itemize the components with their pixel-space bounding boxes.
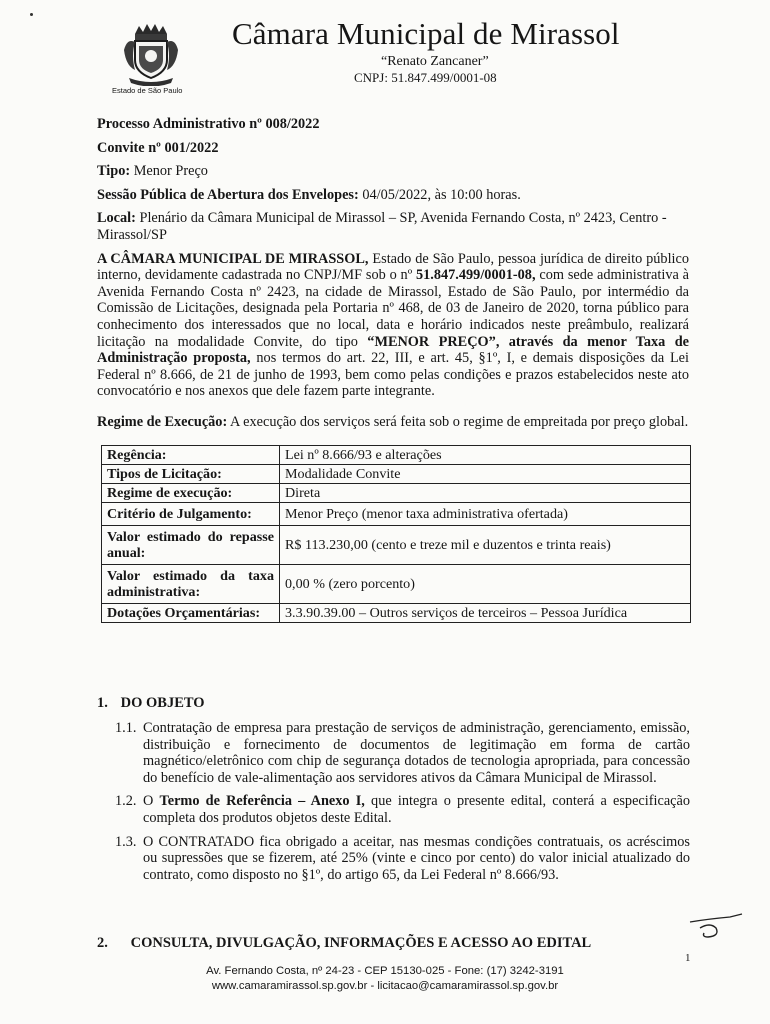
scan-speck xyxy=(30,13,33,16)
regime-label: Regime de Execução: xyxy=(97,413,228,430)
table-row xyxy=(102,445,691,464)
table-key: Valor estimado do repasse anual: xyxy=(102,525,280,564)
footer-address: Av. Fernando Costa, nº 24-23 - CEP 15130-025 - Fone: (17) 3242-3191 xyxy=(206,965,564,977)
table-value: Menor Preço (menor taxa administrativa ofertada) xyxy=(280,502,691,525)
table-key: Regime de execução: xyxy=(102,483,280,502)
table-value: 0,00 % (zero porcento) xyxy=(280,564,691,603)
item-number: 1.2. xyxy=(115,793,137,810)
table-key: Regência: xyxy=(102,445,280,464)
table-value: R$ 113.230,00 (cento e treze mil e duzentos e trinta reais) xyxy=(280,525,691,564)
item-text-post: que integra o presente edital, conterá a especificação completa dos produtos objetos deste Edital. xyxy=(143,793,691,826)
section-1-title: DO OBJETO xyxy=(120,695,205,711)
list-item xyxy=(115,834,690,884)
preamble-lead: A CÂMARA MUNICIPAL DE MIRASSOL, xyxy=(97,250,369,267)
tipo-label: Tipo: xyxy=(97,163,131,180)
processo-label: Processo Administrativo nº 008/2022 xyxy=(97,116,320,132)
list-item xyxy=(115,720,690,786)
item-text-bold: Termo de Referência – Anexo I, xyxy=(159,793,365,810)
sessao-label: Sessão Pública de Abertura dos Envelopes: xyxy=(97,186,359,203)
list-item xyxy=(115,793,690,826)
item-text: O CONTRATADO fica obrigado a aceitar, nas mesmas condições contratuais, os acréscimos ou supressões que se fizerem, até 25% (vinte e cinco por cento) do valor inicial atualizado do contrato, como disposto no §1º, do artigo 65, da Lei Federal nº 8.666/93. xyxy=(143,833,690,883)
section-1-heading xyxy=(97,695,205,712)
convite-line xyxy=(97,140,689,157)
table-row xyxy=(102,502,691,525)
org-title: Câmara Municipal de Mirassol xyxy=(232,16,620,51)
section-2-title: CONSULTA, DIVULGAÇÃO, INFORMAÇÕES E ACESSO AO EDITAL xyxy=(130,935,592,951)
org-cnpj: CNPJ: 51.847.499/0001-08 xyxy=(354,70,497,85)
section-1-items xyxy=(115,720,690,890)
table-row xyxy=(102,525,691,564)
licitation-summary-table xyxy=(101,445,691,623)
preamble-cnpj: 51.847.499/0001-08, xyxy=(415,267,536,284)
sessao-value: 04/05/2022, às 10:00 horas. xyxy=(362,186,521,203)
table-key: Dotações Orçamentárias: xyxy=(102,603,280,622)
local-value: Plenário da Câmara Municipal de Mirassol – SP, Avenida Fernando Costa, nº 2423, Centro - Mirassol/SP xyxy=(97,210,667,243)
section-2-number: 2. xyxy=(97,935,108,951)
initials-signature-icon xyxy=(688,910,744,944)
preamble-text-2: com sede administrativa à Avenida Fernando Costa nº 2423, na cidade de Mirassol, Estado de São Paulo, por intermédio da Comissão de Licitações, designada pela Portaria nº 468, de 03 de Janeiro de 2020, torna público para conhecimento dos interessados que no local, data e horário indicados neste preâmbulo, realizará licitação na modalidade Convite, do tipo xyxy=(97,267,690,350)
section-1-number: 1. xyxy=(97,695,108,711)
table-key: Valor estimado da taxa administrativa: xyxy=(102,564,280,603)
convite-label: Convite nº 001/2022 xyxy=(97,139,219,156)
preamble-text-3: nos termos do art. 22, III, e art. 45, §1º, I, e demais disposições da Lei Federal nº 8.666, de 21 de junho de 1993, bem como pelas condições e prazos estabelecidos neste ato convocatório e nos anexos que dele fazem parte integrante. xyxy=(97,350,690,400)
local-line xyxy=(97,210,672,243)
org-subtitle: “Renato Zancaner” xyxy=(381,54,489,69)
page-footer xyxy=(0,964,770,994)
page-number: 1 xyxy=(685,952,691,964)
table-row xyxy=(102,564,691,603)
table-row xyxy=(102,483,691,502)
table-value: Modalidade Convite xyxy=(280,464,691,483)
item-text-pre: O xyxy=(143,793,154,810)
footer-contact: www.camaramirassol.sp.gov.br - licitacao@camaramirassol.sp.gov.br xyxy=(211,980,559,992)
table-value: Lei nº 8.666/93 e alterações xyxy=(280,445,691,464)
local-label: Local: xyxy=(97,210,136,227)
preamble-text-1: Estado de São Paulo, pessoa jurídica de direito público interno, devidamente cadastrada no CNPJ/MF sob o nº xyxy=(97,250,690,284)
item-number: 1.1. xyxy=(115,720,137,736)
preamble-paragraph xyxy=(97,251,689,400)
document-body xyxy=(97,116,689,623)
table-value: Direta xyxy=(280,483,691,502)
table-value: 3.3.90.39.00 – Outros serviços de terceiros – Pessoa Jurídica xyxy=(280,603,691,622)
table-key: Critério de Julgamento: xyxy=(102,502,280,525)
regime-text: A execução dos serviços será feita sob o regime de empreitada por preço global. xyxy=(230,413,689,430)
municipal-crest-icon xyxy=(121,20,181,86)
sessao-line xyxy=(97,187,689,204)
section-2-heading xyxy=(97,935,591,952)
state-label: Estado de São Paulo xyxy=(112,86,183,95)
item-text: Contratação de empresa para prestação de serviços de administração, gerenciamento, emissão, distribuição e fornecimento de documentos de legitimação em forma de cartão magnético/eletrônico com chip de segurança dotados de tecnologia apropriada, para concessão do benefício de vale-alimentação aos servidores ativos da Câmara Municipal de Mirassol. xyxy=(143,720,690,786)
table-row xyxy=(102,603,691,622)
item-text xyxy=(143,793,690,826)
tipo-value: Menor Preço xyxy=(133,163,208,180)
preamble-type-bold: “MENOR PREÇO”, através da menor Taxa de Administração proposta, xyxy=(97,333,689,367)
regime-paragraph xyxy=(97,414,689,431)
table-row xyxy=(102,464,691,483)
table-key: Tipos de Licitação: xyxy=(102,464,280,483)
tipo-line xyxy=(97,163,689,180)
processo-line xyxy=(97,116,689,133)
item-number: 1.3. xyxy=(115,833,137,850)
